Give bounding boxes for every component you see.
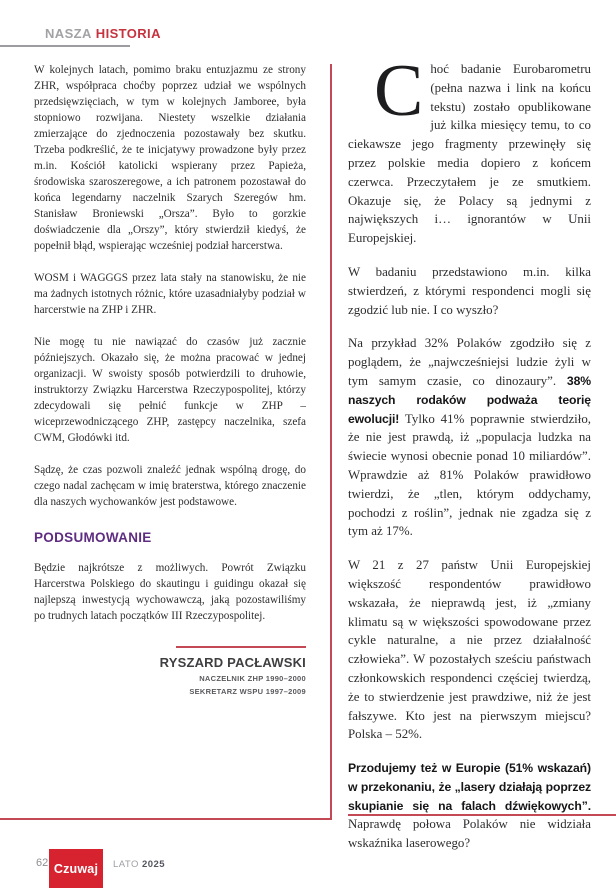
right-column bbox=[348, 50, 591, 868]
paragraph: WOSM i WAGGGS przez lata stały na stanowisku, że nie ma żadnych istotnych różnic, które uzasadniałyby podział w harcerstwie na ZHP i ZHR. bbox=[34, 272, 306, 316]
paragraph: W 21 z 27 państw Unii Europejskiej większość respondentów prawidłowo wskazała, że nieprawdą jest, iż „zmiany klimatu są w większości spowodowane przez cykle naturalne, a nie przez działalność człowieka”. W pozostałych sześciu państwach członkowskich respondenci częściej twierdzą, że to stwierdzenie jest prawdziwe, niż że jest fałszywe. Kto jest na pierwszym miejscu? Polska – 52%. bbox=[348, 558, 591, 742]
author-name: RYSZARD PACŁAWSKI bbox=[159, 655, 306, 670]
issue-info bbox=[113, 859, 165, 870]
signature-rule bbox=[176, 646, 306, 648]
issue-season: LATO bbox=[113, 859, 139, 870]
paragraph: Na przykład 32% Polaków zgodziło się z poglądem, że „najwcześniejsi ludzie żyli w tym samym czasie, co dinozaury”. 38% naszych rodaków podważa teorię ewolucji! Tylko 41% poprawnie stwierdziło, że nie jest prawdą, iż „populacja ludzka na świecie wynosi obecnie ponad 10 miliardów”. Wprawdzie aż 81% Polaków prawidłowo twierdzi, że „tlen, którym oddychamy, pochodzi z roślin”, jednak nie zgadza się z tym aż 17%. bbox=[348, 336, 591, 539]
paragraph: W kolejnych latach, pomimo braku entuzjazmu ze strony ZHR, współpraca choćby poprzez udział we wspólnych przedsięwzięciach, w tym w kolejnych Jamboree, była stopniowo rozwijana. Niestety wszelkie działania zmierzające do zjednoczenia pozostawały bez skutku. Trzeba podkreślić, że te inicjatywy prowadzone były przez m.in. Kościół katolicki wspierany przez Papieża, środowiska szaroszeregowe, a ich patronem pozostawał do końca legendarny naczelnik Szarych Szeregów hm. Stanisław Broniewski „Orsza”. Było to gorzkie doświadczenie dla „Orszy”, który stwierdził kiedyś, że popełnił błąd, wspierając wcześniej podział harcerstwa. bbox=[34, 64, 306, 252]
section-header bbox=[0, 26, 616, 48]
summary-paragraph: Będzie najkrótsze z możliwych. Powrót Związku Harcerstwa Polskiego do skautingu i guidingu okazał się najlepszą inwestycją wychowawczą, jaką pozostawiliśmy po trudnych latach początków III Rzeczypospolitej. bbox=[34, 562, 306, 622]
column-divider-rule bbox=[330, 64, 332, 820]
author-signature bbox=[34, 646, 306, 697]
bottom-rule-left bbox=[0, 818, 332, 820]
paragraph: Przodujemy też w Europie (51% wskazań) w przekonaniu, że „lasery działają poprzez skupianie się na falach dźwiękowych”. Naprawdę połowa Polaków nie widziała wskaźnika laserowego? bbox=[348, 761, 591, 851]
header-rule bbox=[0, 45, 130, 47]
author-role: SEKRETARZ WSPU 1997–2009 bbox=[189, 687, 306, 696]
section-title-red: HISTORIA bbox=[95, 26, 161, 41]
dropcap: C bbox=[374, 50, 424, 132]
issue-year: 2025 bbox=[141, 859, 166, 870]
czuwaj-logo-text: Czuwaj bbox=[53, 861, 99, 876]
paragraph: Nie mogę tu nie nawiązać do czasów już zacznie późniejszych. Okazało się, że można pracować w jednej organizacji. W swoisty sposób potwierdzili to druhowie, instruktorzy Związku Harcerstwa Rzeczypospolitej, którzy zdecydowali się pełnić funkcje w ZHP – wiceprzewodniczącego ZHP, zastępcy naczelnika, szefa CWM, Głodówki itd. bbox=[34, 336, 306, 444]
left-column bbox=[34, 62, 306, 697]
czuwaj-logo bbox=[49, 849, 103, 888]
paragraph: Sądzę, że czas pozwoli znaleźć jednak wspólną drogę, do czego nadal zachęcam w imię braterstwa, którego znaczenie dla naszych wychowanków jest podstawowe. bbox=[34, 464, 306, 508]
section-title bbox=[45, 26, 161, 41]
summary-heading: PODSUMOWANIE bbox=[34, 530, 152, 545]
opening-paragraph bbox=[348, 50, 591, 248]
paragraph: W badaniu przedstawiono m.in. kilka stwierdzeń, z którymi respondenci mogli się zgodzić lub nie. I co wyszło? bbox=[348, 264, 591, 317]
opening-paragraph-text: hoć badanie Eurobarometru (pełna nazwa i link na końcu tekstu) zostało opublikowane już kilka miesięcy temu, to co ciekawsze jego fragmenty przewinęły się przez polskie media dopiero z końcem czerwca. Przeczytałem je ze smutkiem. Okazuje się, że Polacy są jednymi z największych i… ignorantów w Unii Europejskiej. bbox=[348, 62, 591, 246]
author-role: NACZELNIK ZHP 1990–2000 bbox=[199, 674, 306, 683]
page-number: 62 bbox=[36, 857, 49, 869]
section-title-gray: NASZA bbox=[45, 26, 92, 41]
